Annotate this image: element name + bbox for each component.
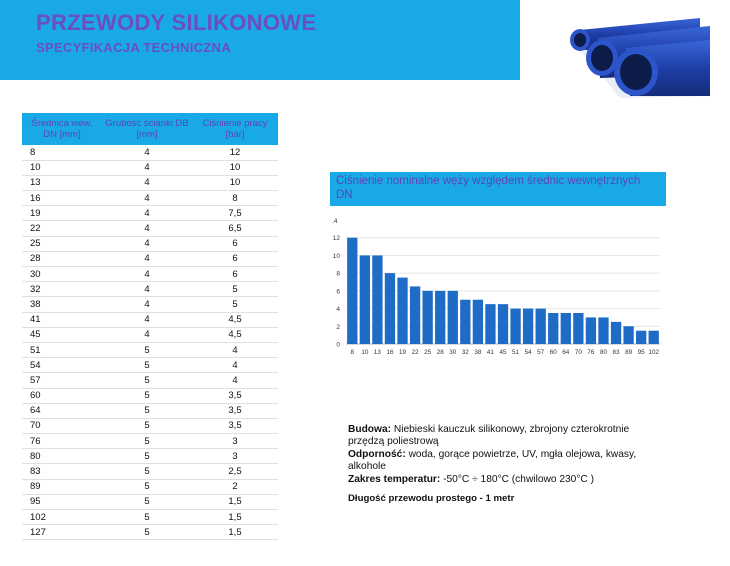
bar (347, 238, 357, 344)
bar (623, 326, 633, 344)
cell-diameter: 28 (22, 251, 102, 266)
cell-pressure: 4,5 (192, 327, 278, 342)
cell-diameter: 64 (22, 403, 102, 418)
bar (649, 331, 659, 344)
table-row (22, 449, 278, 464)
x-tick-label: 30 (449, 349, 457, 356)
x-tick-label: 22 (411, 349, 419, 356)
table-row (22, 479, 278, 494)
x-tick-label: 38 (474, 349, 482, 356)
x-tick-label: 60 (549, 349, 557, 356)
bar (598, 317, 608, 344)
cell-pressure: 6 (192, 267, 278, 282)
cell-diameter: 19 (22, 206, 102, 221)
cell-pressure: 10 (192, 175, 278, 190)
x-tick-label: 25 (424, 349, 432, 356)
cell-wall-thickness: 4 (102, 312, 192, 327)
bar (435, 291, 445, 344)
x-tick-label: 51 (512, 349, 520, 356)
cell-diameter: 54 (22, 358, 102, 373)
bar (360, 255, 370, 344)
bar (485, 304, 495, 344)
cell-pressure: 4 (192, 373, 278, 388)
cell-pressure: 6 (192, 251, 278, 266)
cell-wall-thickness: 5 (102, 464, 192, 479)
cell-wall-thickness: 4 (102, 145, 192, 160)
cell-wall-thickness: 5 (102, 403, 192, 418)
x-tick-label: 28 (436, 349, 444, 356)
cell-diameter: 60 (22, 388, 102, 403)
temperature-text: -50°C ÷ 180°C (chwilowo 230°C ) (440, 473, 594, 485)
table-row (22, 494, 278, 509)
spec-table (22, 113, 278, 540)
table-row (22, 297, 278, 312)
product-info (348, 424, 668, 505)
table-row (22, 464, 278, 479)
header-wall-thickness: Grubość ścianki DB [mm] (102, 113, 192, 145)
resistance-label: Odporność: (348, 448, 406, 460)
cell-diameter: 41 (22, 312, 102, 327)
cell-pressure: 1,5 (192, 525, 278, 540)
cell-diameter: 70 (22, 418, 102, 433)
cell-diameter: 38 (22, 297, 102, 312)
y-tick-label: 2 (336, 323, 340, 331)
table-row (22, 206, 278, 221)
cell-pressure: 2,5 (192, 464, 278, 479)
cell-wall-thickness: 4 (102, 236, 192, 251)
bar (561, 313, 571, 344)
cell-diameter: 95 (22, 494, 102, 509)
cell-wall-thickness: 4 (102, 175, 192, 190)
x-tick-label: 80 (599, 349, 607, 356)
cell-wall-thickness: 4 (102, 221, 192, 236)
cell-diameter: 30 (22, 267, 102, 282)
cell-diameter: 22 (22, 221, 102, 236)
y-tick-label: 12 (332, 235, 340, 243)
cell-wall-thickness: 5 (102, 358, 192, 373)
bar (410, 286, 420, 344)
x-tick-label: 64 (562, 349, 570, 356)
cell-pressure: 1,5 (192, 510, 278, 525)
table-row (22, 418, 278, 433)
cell-wall-thickness: 4 (102, 282, 192, 297)
cell-wall-thickness: 4 (102, 267, 192, 282)
header-banner (0, 0, 520, 80)
cell-wall-thickness: 4 (102, 251, 192, 266)
x-tick-label: 89 (625, 349, 633, 356)
cell-pressure: 3,5 (192, 403, 278, 418)
cell-pressure: 6,5 (192, 221, 278, 236)
bar (548, 313, 558, 344)
cell-wall-thickness: 5 (102, 434, 192, 449)
table-row (22, 236, 278, 251)
cell-diameter: 32 (22, 282, 102, 297)
table-header-row (22, 113, 278, 145)
bar (573, 313, 583, 344)
chart-header (330, 172, 666, 206)
cell-pressure: 3,5 (192, 388, 278, 403)
x-tick-label: 13 (373, 349, 381, 356)
x-tick-label: 102 (648, 349, 659, 356)
bar (422, 291, 432, 344)
table-row (22, 434, 278, 449)
x-tick-label: 16 (386, 349, 394, 356)
cell-pressure: 7,5 (192, 206, 278, 221)
cell-diameter: 13 (22, 175, 102, 190)
bar (523, 309, 533, 344)
length-info: Długość przewodu prostego - 1 metr (348, 493, 515, 505)
cell-wall-thickness: 4 (102, 297, 192, 312)
cell-pressure: 4 (192, 358, 278, 373)
x-tick-label: 57 (537, 349, 545, 356)
x-tick-label: 10 (361, 349, 369, 356)
x-tick-label: 8 (350, 349, 355, 356)
table-row (22, 525, 278, 540)
bar (536, 309, 546, 344)
x-tick-label: 76 (587, 349, 595, 356)
y-tick-label: 6 (336, 288, 340, 296)
cell-diameter: 8 (22, 145, 102, 160)
cell-diameter: 127 (22, 525, 102, 540)
cell-pressure: 6 (192, 236, 278, 251)
table-row (22, 510, 278, 525)
cell-wall-thickness: 5 (102, 510, 192, 525)
construction-text: Niebieski kauczuk silikonowy, zbrojony czterokrotnie przędzą poliestrową (348, 424, 630, 448)
x-tick-label: 32 (461, 349, 469, 356)
table-row (22, 312, 278, 327)
cell-diameter: 25 (22, 236, 102, 251)
cell-diameter: 83 (22, 464, 102, 479)
cell-diameter: 45 (22, 327, 102, 342)
cell-pressure: 4 (192, 342, 278, 357)
bar (372, 255, 382, 344)
cell-pressure: 3 (192, 449, 278, 464)
x-tick-label: 19 (399, 349, 407, 356)
x-tick-label: 54 (524, 349, 532, 356)
table-row (22, 267, 278, 282)
table-row (22, 388, 278, 403)
table-row (22, 282, 278, 297)
x-tick-label: 41 (486, 349, 494, 356)
bar (397, 278, 407, 344)
construction-info (348, 424, 668, 449)
page-subtitle: SPECYFIKACJA TECHNICZNA (36, 40, 231, 55)
table-row (22, 160, 278, 175)
construction-label: Budowa: (348, 424, 392, 435)
x-tick-label: 95 (637, 349, 645, 356)
header-diameter: Średnica wew. DN [mm] (22, 113, 102, 145)
bar (473, 300, 483, 344)
resistance-info (348, 449, 668, 474)
cell-wall-thickness: 5 (102, 494, 192, 509)
cell-pressure: 8 (192, 191, 278, 206)
bar (385, 273, 395, 344)
cell-wall-thickness: 5 (102, 449, 192, 464)
bar (448, 291, 458, 344)
cell-wall-thickness: 5 (102, 418, 192, 433)
cell-diameter: 102 (22, 510, 102, 525)
chart-title: Ciśnienie nominalne węży względem średnic wewnętrznych DN (336, 175, 641, 201)
cell-wall-thickness: 5 (102, 373, 192, 388)
x-tick-label: 83 (612, 349, 620, 356)
cell-wall-thickness: 5 (102, 342, 192, 357)
cell-wall-thickness: 4 (102, 160, 192, 175)
cell-diameter: 10 (22, 160, 102, 175)
cell-pressure: 5 (192, 297, 278, 312)
bar (510, 309, 520, 344)
cell-diameter: 51 (22, 342, 102, 357)
table-row (22, 327, 278, 342)
y-tick-label: 0 (336, 341, 340, 349)
silicone-hose-image (560, 8, 710, 100)
temperature-info (348, 474, 668, 486)
cell-diameter: 57 (22, 373, 102, 388)
x-tick-label: 45 (499, 349, 507, 356)
cell-pressure: 1,5 (192, 494, 278, 509)
y-top-label: .4 (332, 218, 338, 225)
bar (498, 304, 508, 344)
table-row (22, 373, 278, 388)
bar (586, 317, 596, 344)
cell-wall-thickness: 4 (102, 206, 192, 221)
cell-diameter: 76 (22, 434, 102, 449)
chart-plot (330, 210, 666, 364)
cell-wall-thickness: 5 (102, 525, 192, 540)
table-row (22, 145, 278, 160)
cell-pressure: 4,5 (192, 312, 278, 327)
table-row (22, 175, 278, 190)
bar (611, 322, 621, 344)
y-tick-label: 8 (336, 270, 340, 278)
temperature-label: Zakres temperatur: (348, 473, 441, 485)
cell-pressure: 3,5 (192, 418, 278, 433)
bar (636, 331, 646, 344)
table-row (22, 191, 278, 206)
cell-pressure: 5 (192, 282, 278, 297)
table-row (22, 358, 278, 373)
pressure-chart (330, 172, 666, 364)
cell-wall-thickness: 4 (102, 191, 192, 206)
cell-wall-thickness: 5 (102, 388, 192, 403)
y-tick-label: 10 (332, 252, 340, 260)
header-pressure: Ciśnienie pracy [bar] (192, 113, 278, 145)
cell-diameter: 89 (22, 479, 102, 494)
cell-pressure: 3 (192, 434, 278, 449)
cell-diameter: 80 (22, 449, 102, 464)
x-tick-label: 70 (574, 349, 582, 356)
table-row (22, 251, 278, 266)
y-tick-label: 4 (336, 306, 340, 314)
cell-wall-thickness: 5 (102, 479, 192, 494)
table-row (22, 342, 278, 357)
cell-wall-thickness: 4 (102, 327, 192, 342)
page-title: PRZEWODY SILIKONOWE (36, 10, 317, 35)
cell-diameter: 16 (22, 191, 102, 206)
bar (460, 300, 470, 344)
table-row (22, 221, 278, 236)
cell-pressure: 10 (192, 160, 278, 175)
cell-pressure: 2 (192, 479, 278, 494)
cell-pressure: 12 (192, 145, 278, 160)
table-row (22, 403, 278, 418)
resistance-text: woda, gorące powietrze, UV, mgła olejowa, kwasy, alkohole (348, 448, 637, 473)
